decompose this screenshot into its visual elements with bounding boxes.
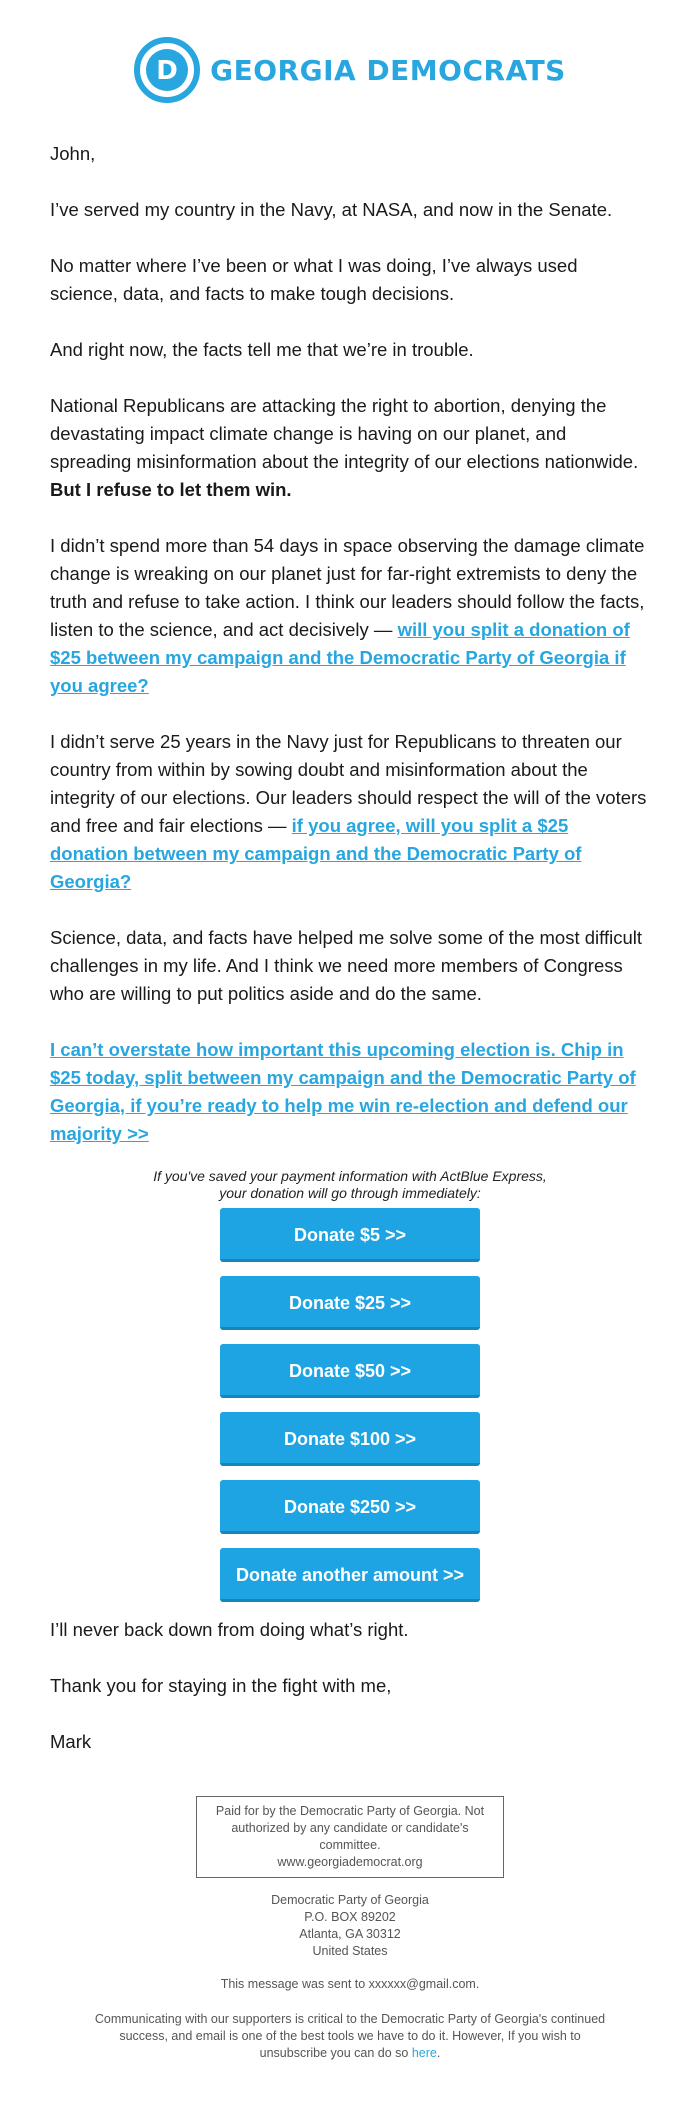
address-line-2: P.O. BOX 89202	[304, 1910, 396, 1924]
donate-50-button[interactable]: Donate $50 >>	[220, 1344, 480, 1398]
email-body	[0, 140, 700, 1148]
address-line-1: Democratic Party of Georgia	[271, 1893, 429, 1907]
donate-100-button[interactable]: Donate $100 >>	[220, 1412, 480, 1466]
logo-text[interactable]: GEORGIA DEMOCRATS	[210, 53, 566, 87]
donate-other-amount-button[interactable]: Donate another amount >>	[220, 1548, 480, 1602]
sent-to-notice: This message was sent to xxxxxx@gmail.com.	[220, 1977, 480, 1991]
donate-25-button[interactable]: Donate $25 >>	[220, 1276, 480, 1330]
header	[0, 0, 700, 140]
paragraph-4-text: National Republicans are attacking the right to abortion, denying the devastating impact climate change is having on our planet, and spreading misinformation about the integrity of our elections nationwide.	[50, 395, 639, 472]
paragraph-8	[50, 1036, 650, 1148]
greeting: John,	[50, 143, 96, 164]
paragraph-3: And right now, the facts tell me that we’re in trouble.	[50, 339, 474, 360]
unsubscribe-text: Communicating with our supporters is critical to the Democratic Party of Georgia's continued success, and email is one of the best tools we have to do it. However, If you wish to unsubscribe you can do so	[94, 2012, 606, 2060]
paragraph-4-bold: But I refuse to let them win.	[50, 479, 292, 500]
paragraph-5	[50, 532, 650, 700]
address-line-4: United States	[312, 1944, 388, 1958]
closing-line-2: Thank you for staying in the fight with me,	[50, 1675, 392, 1696]
unsubscribe-notice	[90, 2011, 610, 2062]
signature: Mark	[50, 1731, 92, 1752]
georgia-democrats-logo-icon[interactable]	[134, 37, 200, 103]
paid-line-2: authorized by any candidate or candidate's committee.	[231, 1821, 469, 1852]
footer	[0, 1796, 700, 2062]
paragraph-5-text: I didn’t spend more than 54 days in space observing the damage climate change is wreaking on our planet just for far-right extremists to deny the truth and refuse to take action. I think our leaders should follow the facts, listen to the science, and act decisively —	[50, 535, 645, 640]
paragraph-4	[50, 392, 650, 504]
paragraph-7: Science, data, and facts have helped me solve some of the most difficult challenges in my life. And I think we need more members of Congress who are willing to put politics aside and do the same.	[50, 927, 642, 1004]
paid-for-disclaimer	[196, 1796, 504, 1878]
actblue-note	[0, 1168, 700, 1202]
donation-link-2[interactable]: if you agree, will you split a $25 donation between my campaign and the Democratic Party of Georgia?	[50, 815, 582, 892]
paragraph-1: I’ve served my country in the Navy, at NASA, and now in the Senate.	[50, 199, 613, 220]
donation-link-3[interactable]: I can’t overstate how important this upcoming election is. Chip in $25 today, split between my campaign and the Democratic Party of Georgia, if you’re ready to help me win re-election and defend our majority >>	[50, 1039, 636, 1144]
donate-250-button[interactable]: Donate $250 >>	[220, 1480, 480, 1534]
address-line-3: Atlanta, GA 30312	[299, 1927, 401, 1941]
closing-line-1: I’ll never back down from doing what’s right.	[50, 1619, 409, 1640]
paragraph-2: No matter where I’ve been or what I was doing, I’ve always used science, data, and facts to make tough decisions.	[50, 255, 578, 304]
donation-link-1[interactable]: will you split a donation of $25 between my campaign and the Democratic Party of Georgia if you agree?	[50, 619, 630, 696]
actblue-note-line-1: If you've saved your payment information with ActBlue Express,	[153, 1168, 547, 1184]
paragraph-6	[50, 728, 650, 896]
unsubscribe-end: .	[436, 2046, 441, 2060]
actblue-note-line-2: your donation will go through immediately:	[219, 1185, 481, 1201]
paid-line-3: www.georgiademocrat.org	[277, 1855, 423, 1869]
donate-block	[0, 1168, 700, 1602]
svg-text:D: D	[156, 56, 178, 86]
closing	[0, 1616, 700, 1756]
mailing-address	[0, 1892, 700, 1960]
paid-line-1: Paid for by the Democratic Party of Georgia. Not	[215, 1804, 485, 1818]
unsubscribe-link[interactable]: here	[411, 2046, 437, 2060]
donate-5-button[interactable]: Donate $5 >>	[220, 1208, 480, 1262]
paragraph-6-text: I didn’t serve 25 years in the Navy just for Republicans to threaten our country from within by sowing doubt and misinformation about the integrity of our elections. Our leaders should respect the will of the voters and free and fair elections —	[50, 731, 647, 836]
